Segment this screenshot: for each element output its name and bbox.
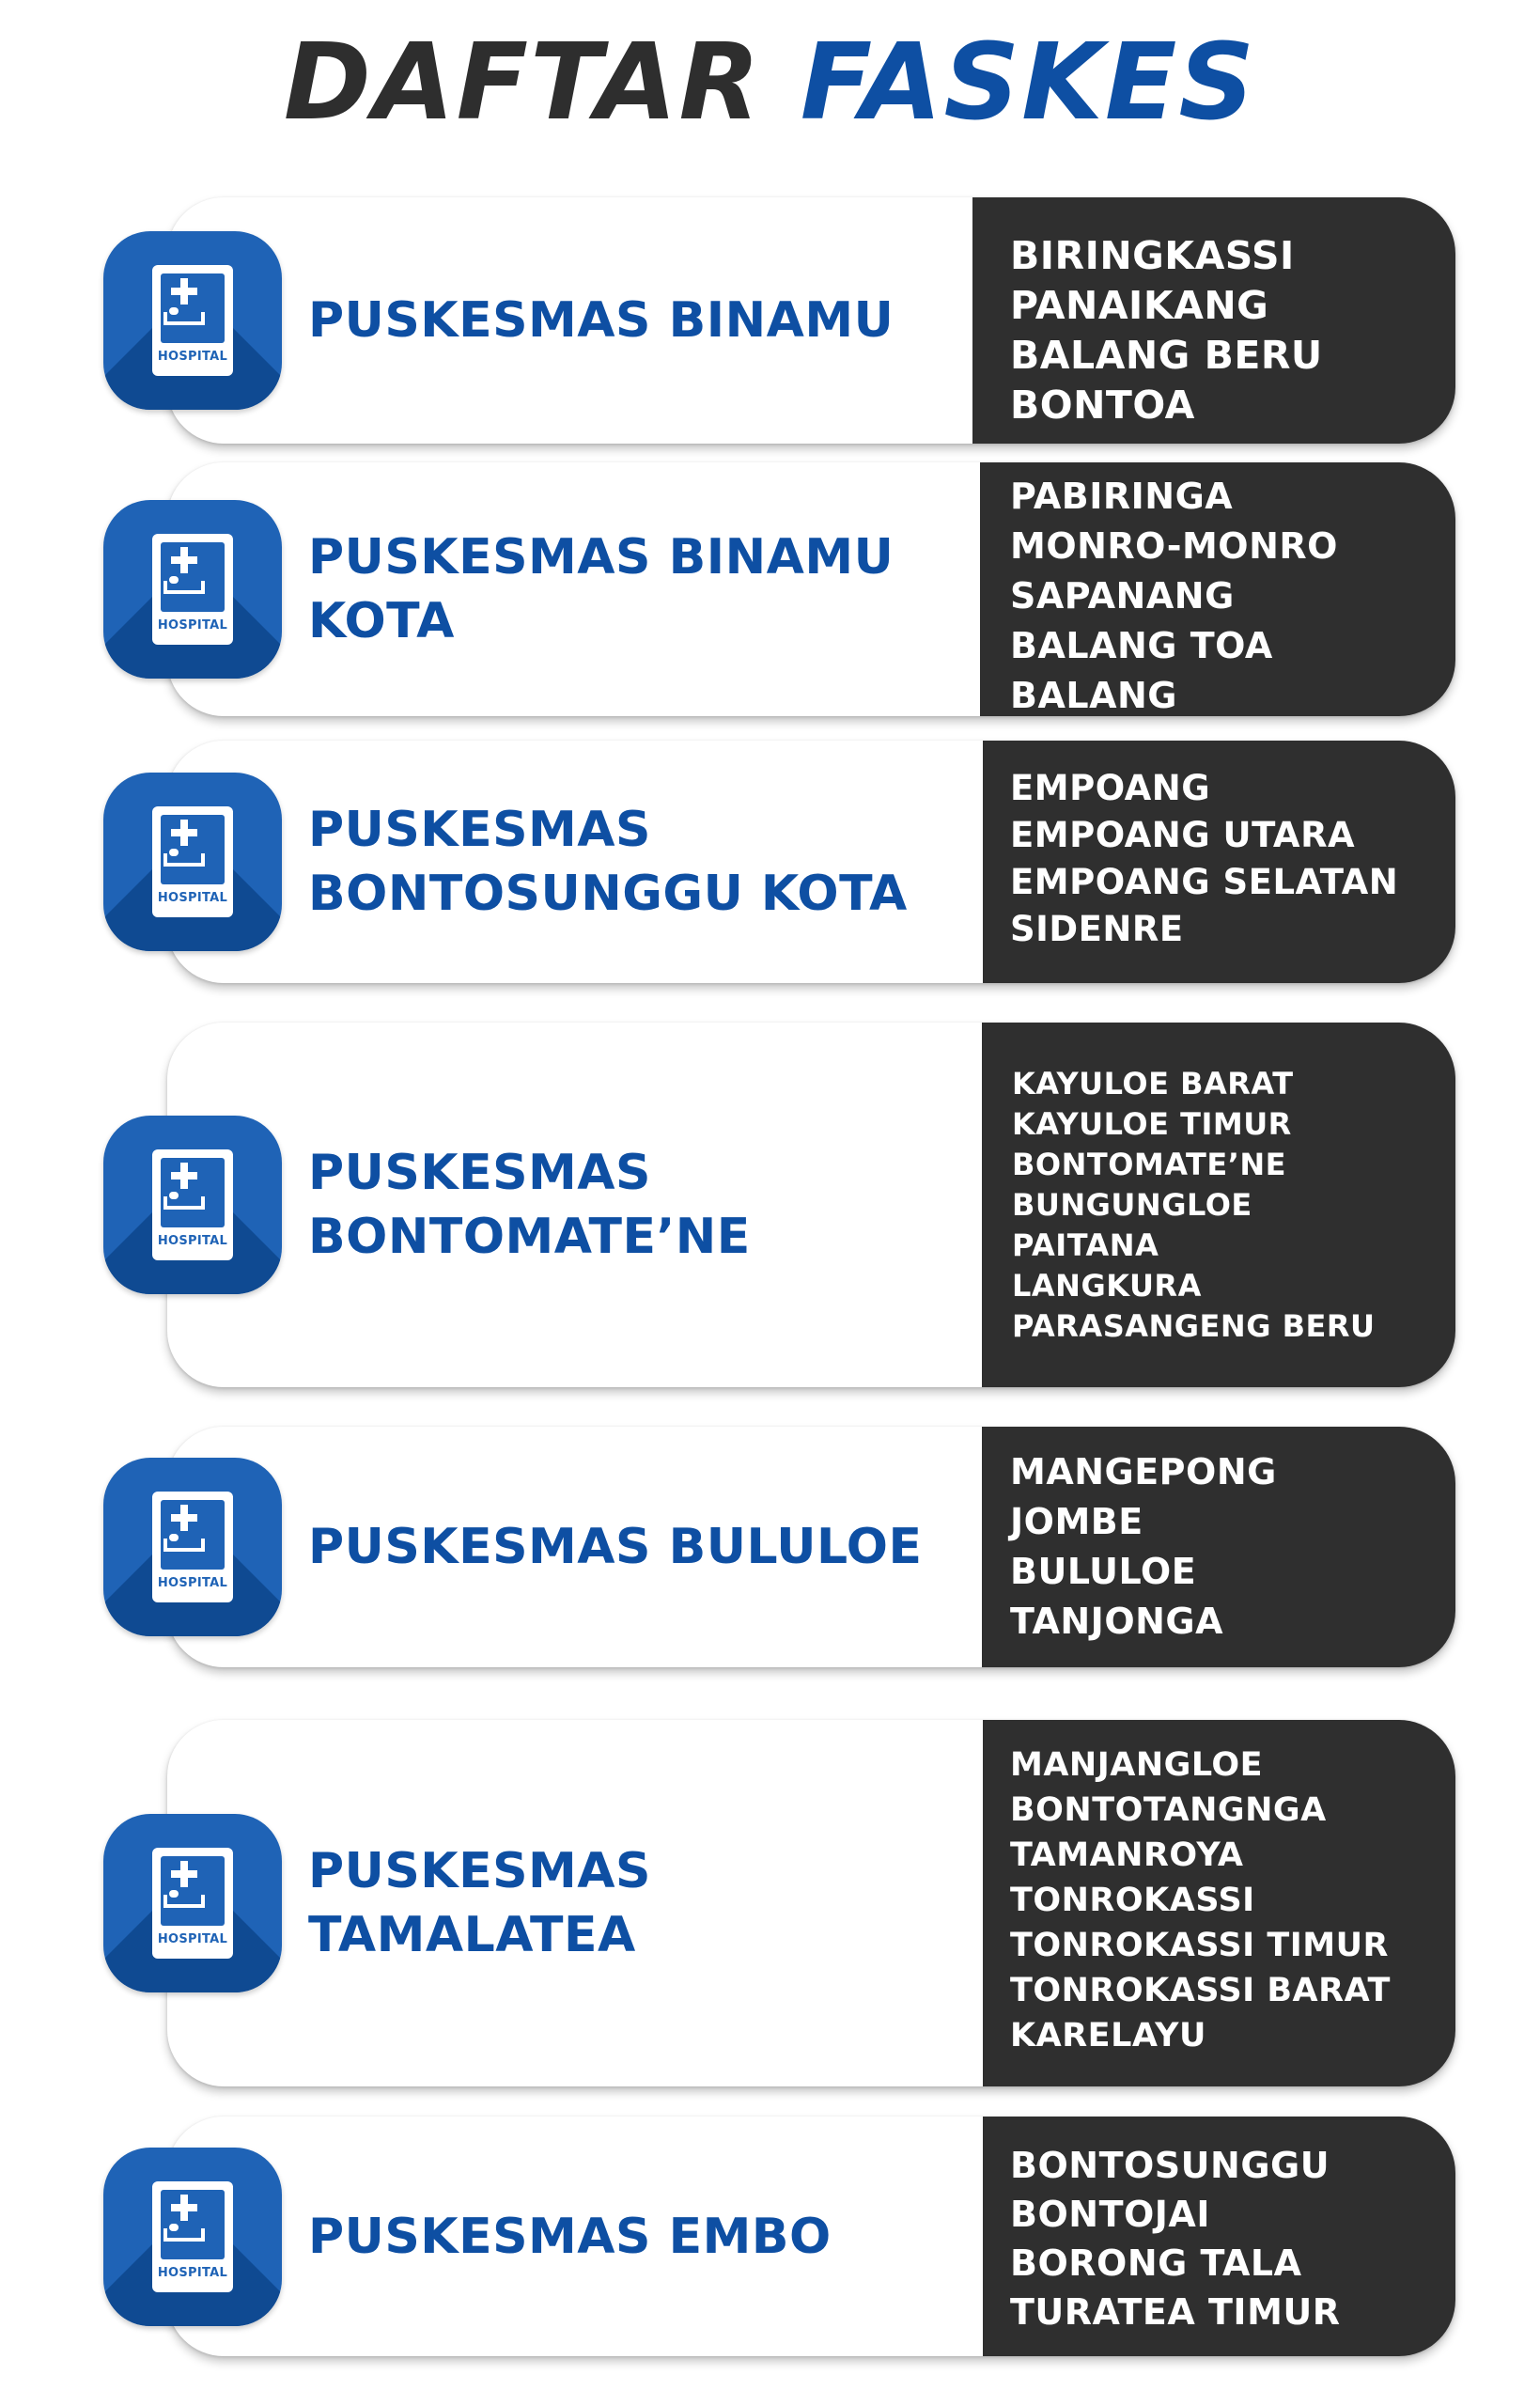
bed-icon [163,853,205,867]
village-item: BONTOSUNGGU [1010,2145,1330,2186]
village-item: PANAIKANG [1010,283,1269,328]
hospital-label: HOSPITAL [157,618,228,633]
page-title [0,17,1540,148]
hospital-sign [152,2181,233,2292]
village-item: TANJONGA [1010,1601,1224,1642]
village-item: TAMANROYA [1010,1836,1244,1874]
village-item: MONRO-MONRO [1010,525,1338,567]
village-item: TONROKASSI TIMUR [1010,1927,1389,1964]
village-item: EMPOANG [1010,768,1211,808]
village-item: KAYULOE BARAT [1012,1066,1294,1101]
village-item: BIRINGKASSI [1010,233,1295,278]
village-item: EMPOANG UTARA [1010,815,1356,855]
village-item: TONROKASSI BARAT [1010,1972,1391,2009]
village-list [1012,1064,1375,1347]
cross-icon-bar [171,1514,197,1522]
cross-icon-bar [171,1172,197,1180]
village-item: SIDENRE [1010,909,1184,949]
facility-name-line: BONTOMATE’NE [308,1209,751,1265]
facility-name [308,798,908,926]
facility-row [0,1023,1540,1387]
village-list [1010,1447,1277,1647]
village-item: MANJANGLOE [1010,1746,1264,1784]
bed-icon [163,1539,205,1552]
facility-name-line: PUSKESMAS [308,1843,651,1899]
bed-icon [163,1895,205,1908]
village-item: BALANG TOA [1010,625,1273,666]
hospital-label: HOSPITAL [157,1234,228,1248]
village-item: PARASANGENG BERU [1012,1308,1376,1344]
village-item: BUNGUNGLOE [1012,1187,1252,1223]
village-list [1010,1742,1391,2058]
village-item: TURATEA TIMUR [1010,2291,1341,2333]
facility-row [0,2117,1540,2356]
hospital-label: HOSPITAL [157,1576,228,1590]
hospital-icon [103,1458,282,1636]
village-item: MANGEPONG [1010,1451,1277,1492]
village-item: EMPOANG SELATAN [1010,862,1399,902]
village-item: BONTOTANGNGA [1010,1791,1327,1829]
bed-icon [163,2228,205,2242]
facility-row [0,741,1540,983]
village-list [1010,231,1323,430]
title-part-2: FASKES [800,22,1257,144]
village-item: BALANG [1010,675,1177,716]
village-item: BULULOE [1010,1551,1197,1592]
facility-name [308,289,894,352]
village-item: PABIRINGA [1010,476,1234,517]
village-item: BONTOMATE’NE [1012,1147,1287,1182]
facility-name-line: PUSKESMAS [308,1145,651,1201]
village-list [1010,765,1398,953]
facility-name [308,1515,922,1579]
hospital-icon [103,500,282,679]
village-item: BORONG TALA [1010,2242,1302,2284]
facility-row [0,462,1540,716]
hospital-icon [103,1814,282,1992]
facility-name-line: PUSKESMAS BINAMU [308,292,894,349]
facility-name [308,1839,651,1967]
facility-name-line: PUSKESMAS [308,802,651,858]
village-item: BONTOA [1010,383,1195,428]
facility-row [0,197,1540,444]
hospital-icon [103,1116,282,1294]
bed-icon [163,312,205,325]
village-item: TONROKASSI [1010,1882,1255,1919]
village-list [1010,2141,1341,2336]
facility-name-line: PUSKESMAS EMBO [308,2209,832,2265]
village-item: KAYULOE TIMUR [1012,1106,1292,1142]
village-item: SAPANANG [1010,575,1235,617]
cross-icon-bar [171,288,197,295]
hospital-sign [152,1848,233,1959]
title-part-1: DAFTAR [283,22,762,144]
facility-name-line: KOTA [308,593,455,649]
hospital-sign [152,534,233,645]
hospital-sign [152,265,233,376]
cross-icon-bar [171,829,197,836]
village-item: LANGKURA [1012,1268,1202,1304]
bed-icon [163,581,205,594]
facility-name [308,1141,751,1269]
hospital-icon [103,2148,282,2326]
hospital-label: HOSPITAL [157,891,228,905]
hospital-sign [152,806,233,917]
bed-icon [163,1196,205,1210]
facility-name-line: PUSKESMAS BULULOE [308,1519,923,1575]
facility-row [0,1427,1540,1667]
village-item: PAITANA [1012,1227,1159,1263]
facility-name-line: PUSKESMAS BINAMU [308,529,894,586]
hospital-label: HOSPITAL [157,2266,228,2280]
hospital-label: HOSPITAL [157,350,228,364]
cross-icon-bar [171,1870,197,1878]
hospital-sign [152,1492,233,1602]
hospital-icon [103,773,282,951]
cross-icon-bar [171,2204,197,2211]
village-item: BONTOJAI [1010,2194,1210,2235]
facility-name [308,2205,832,2269]
village-item: KARELAYU [1010,2017,1206,2054]
facility-name [308,525,894,653]
facility-name-line: TAMALATEA [308,1907,636,1963]
hospital-icon [103,231,282,410]
village-item: BALANG BERU [1010,333,1323,378]
village-list [1010,472,1338,721]
hospital-sign [152,1149,233,1260]
facility-row [0,1720,1540,2086]
hospital-label: HOSPITAL [157,1932,228,1946]
village-item: JOMBE [1010,1501,1143,1542]
facility-name-line: BONTOSUNGGU KOTA [308,866,908,922]
cross-icon-bar [171,556,197,564]
